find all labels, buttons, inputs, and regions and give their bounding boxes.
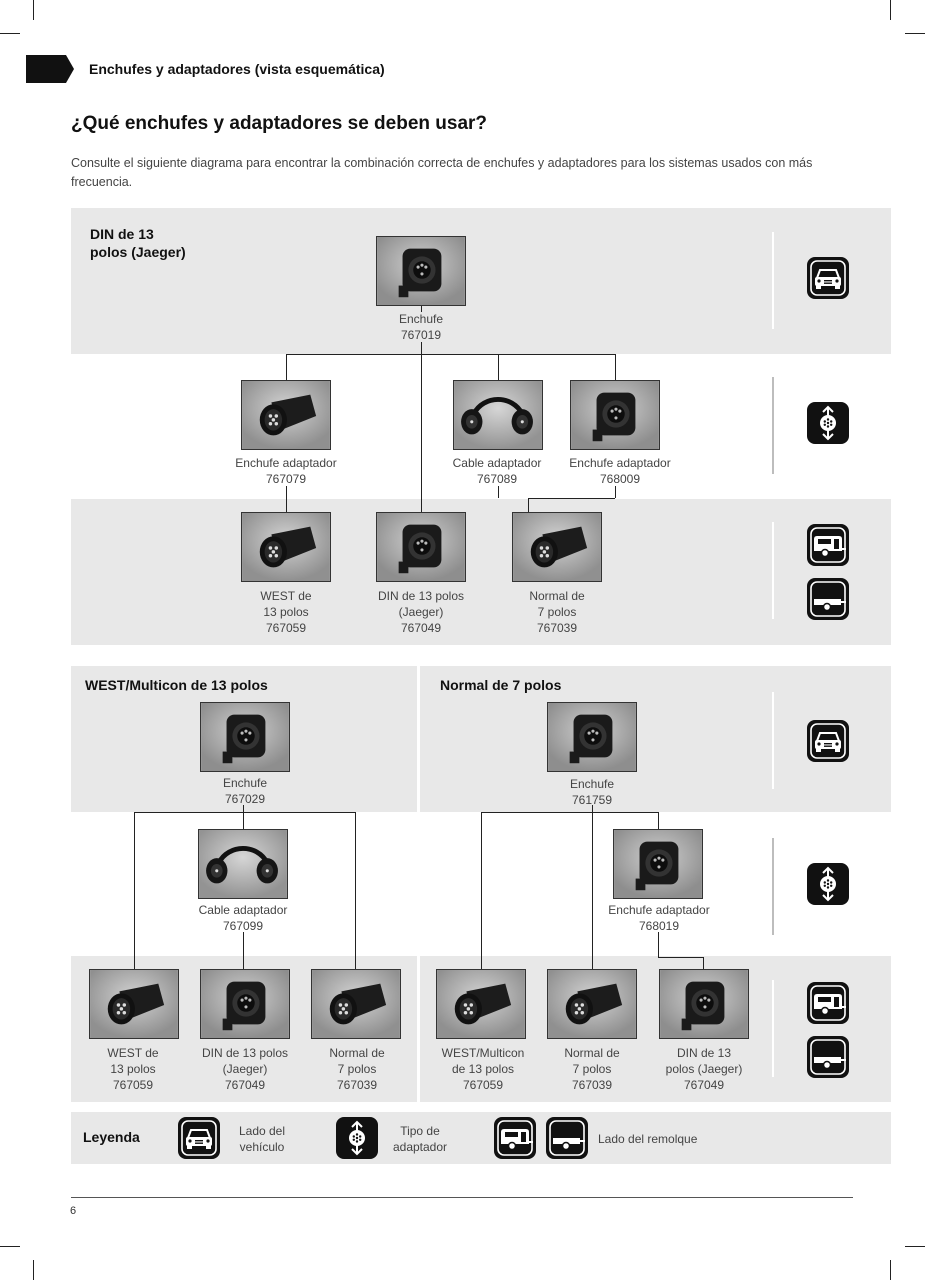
trailer-icon: [806, 577, 850, 621]
product-image: [241, 512, 331, 582]
product-caption: Enchufe adaptador 767079: [235, 456, 337, 486]
product-image: [436, 969, 526, 1039]
page-title: ¿Qué enchufes y adaptadores se deben usar?: [71, 113, 488, 134]
product-image: [376, 512, 466, 582]
product-caption: Normal de 7 polos 767039: [529, 589, 585, 635]
column-separator: [772, 232, 774, 329]
column-separator: [772, 522, 774, 619]
crop-mark: [890, 1260, 891, 1280]
connector-line: [658, 932, 659, 957]
crop-mark: [905, 1246, 925, 1247]
column-separator: [772, 838, 774, 935]
adapter-icon: [806, 401, 850, 445]
connector-line: [658, 812, 659, 830]
product-caption: Enchufe adaptador 768009: [569, 456, 671, 486]
product-caption: Cable adaptador 767099: [198, 903, 288, 933]
product-caption: Enchufe adaptador 768019: [608, 903, 710, 933]
product-image: [613, 829, 703, 899]
crop-mark: [890, 0, 891, 20]
product-image: [570, 380, 660, 450]
adapter-icon: [335, 1116, 379, 1160]
connector-line: [421, 342, 422, 512]
car-icon: [806, 256, 850, 300]
legend-vehicle-label: Lado del vehículo: [238, 1124, 286, 1154]
connector-line: [243, 805, 244, 830]
connector-line: [615, 486, 616, 498]
product-image: [241, 380, 331, 450]
product-caption: WEST/Multicon de 13 polos 767059: [441, 1046, 525, 1092]
product-caption: Enchufe 767019: [398, 312, 444, 342]
connector-line: [703, 957, 704, 969]
product-caption: Cable adaptador 767089: [452, 456, 542, 486]
crop-mark: [0, 1246, 20, 1247]
footer-rule: [71, 1197, 853, 1198]
product-image: [512, 512, 602, 582]
connector-line: [498, 486, 499, 498]
legend-title: Leyenda: [83, 1129, 140, 1145]
product-caption: Normal de 7 polos 767039: [564, 1046, 620, 1092]
connector-line: [658, 957, 703, 958]
legend-trailer-label: Lado del remolque: [598, 1132, 698, 1146]
connector-line: [286, 486, 287, 512]
product-image: [89, 969, 179, 1039]
connector-line: [134, 812, 135, 969]
column-separator: [772, 692, 774, 789]
product-image: [200, 969, 290, 1039]
product-image: [547, 702, 637, 772]
car-icon: [806, 719, 850, 763]
car-icon: [177, 1116, 221, 1160]
product-image: [200, 702, 290, 772]
product-caption: Enchufe 761759: [569, 777, 615, 807]
connector-line: [481, 812, 482, 969]
connector-line: [615, 354, 616, 380]
crop-mark: [0, 33, 20, 34]
product-image: [659, 969, 749, 1039]
crop-mark: [905, 33, 925, 34]
caravan-icon: [493, 1116, 537, 1160]
product-caption: WEST de 13 polos 767059: [260, 589, 312, 635]
adapter-icon: [806, 862, 850, 906]
connector-line: [528, 498, 615, 499]
trailer-icon: [545, 1116, 589, 1160]
crop-mark: [33, 1260, 34, 1280]
product-caption: Normal de 7 polos 767039: [329, 1046, 385, 1092]
crop-mark: [33, 0, 34, 20]
west-section-title: WEST/Multicon de 13 polos: [85, 677, 268, 693]
page-number: 6: [70, 1205, 77, 1217]
connector-line: [134, 812, 356, 813]
normal-section-title: Normal de 7 polos: [440, 677, 562, 693]
din-section-title: DIN de 13 polos (Jaeger): [90, 226, 186, 260]
column-separator: [772, 377, 774, 474]
product-caption: WEST de 13 polos 767059: [107, 1046, 159, 1092]
legend-adapter-label: Tipo de adaptador: [392, 1124, 448, 1154]
connector-line: [243, 932, 244, 969]
product-caption: DIN de 13 polos (Jaeger) 767049: [665, 1046, 743, 1092]
connector-line: [286, 354, 616, 355]
section-tag: [26, 55, 74, 83]
connector-line: [481, 812, 659, 813]
product-caption: DIN de 13 polos (Jaeger) 767049: [377, 589, 465, 635]
connector-line: [528, 498, 529, 512]
product-image: [453, 380, 543, 450]
connector-line: [355, 812, 356, 969]
caravan-icon: [806, 981, 850, 1025]
connector-line: [592, 805, 593, 969]
connector-line: [498, 354, 499, 380]
connector-line: [286, 354, 287, 380]
product-image: [311, 969, 401, 1039]
intro-text: Consulte el siguiente diagrama para encontrar la combinación correcta de enchufes y adaptadores para los sistemas usados con más frecuencia.: [71, 156, 813, 189]
section-header: Enchufes y adaptadores (vista esquemática): [89, 61, 385, 77]
caravan-icon: [806, 523, 850, 567]
product-caption: DIN de 13 polos (Jaeger) 767049: [201, 1046, 289, 1092]
product-image: [547, 969, 637, 1039]
product-image: [376, 236, 466, 306]
product-caption: Enchufe 767029: [222, 776, 268, 806]
product-image: [198, 829, 288, 899]
trailer-icon: [806, 1035, 850, 1079]
